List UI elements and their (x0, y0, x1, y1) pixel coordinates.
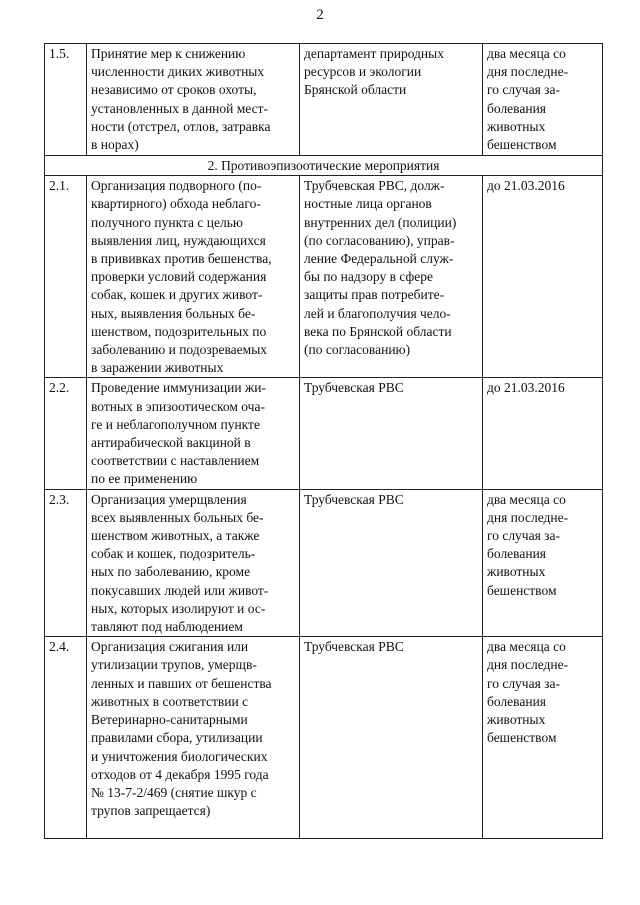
measure-cell: Проведение иммунизации жи- вотных в эпизоотическом оча- ге и неблагополучном пункте антирабической вакциной в соответствии с наставлением по ее применению (87, 378, 300, 489)
row-number: 2.4. (45, 637, 87, 839)
table-row (45, 489, 603, 637)
row-number: 1.5. (45, 44, 87, 156)
executor-cell: Трубчевская РВС (300, 637, 483, 839)
measures-table (44, 43, 603, 839)
deadline-cell: два месяца со дня последне- го случая за- болевания животных бешенством (483, 637, 603, 839)
row-number: 2.1. (45, 176, 87, 378)
deadline-cell: до 21.03.2016 (483, 378, 603, 489)
executor-cell: департамент природных ресурсов и экологии Брянской области (300, 44, 483, 156)
row-number: 2.3. (45, 489, 87, 637)
measure-cell: Организация сжигания или утилизации трупов, умерщв- ленных и павших от бешенства животных в соответствии с Ветеринарно-санитарными правилами сбора, утилизации и уничтожения биологических отходов от 4 декабря 1995 года № 13-7-2/469 (снятие шкур с трупов запрещается) (87, 637, 300, 839)
section-title: 2. Противоэпизоотические мероприятия (45, 156, 603, 176)
measure-cell: Организация умерщвления всех выявленных больных бе- шенством животных, а также собак и кошек, подозритель- ных по заболеванию, кроме покусавших людей или живот- ных, которых изолируют и ос- тавляют под наблюдением (87, 489, 300, 637)
executor-cell: Трубчевская РВС (300, 378, 483, 489)
deadline-cell: два месяца со дня последне- го случая за- болевания животных бешенством (483, 44, 603, 156)
measure-cell: Принятие мер к снижению численности диких животных независимо от сроков охоты, установленных в данной мест- ности (отстрел, отлов, затравка в норах) (87, 44, 300, 156)
deadline-cell: два месяца со дня последне- го случая за- болевания животных бешенством (483, 489, 603, 637)
row-number: 2.2. (45, 378, 87, 489)
section-header-row (45, 156, 603, 176)
executor-cell: Трубчевская РВС (300, 489, 483, 637)
table-row (45, 637, 603, 839)
measure-cell: Организация подворного (по- квартирного) обхода неблаго- получного пункта с целью выявления лиц, нуждающихся в прививках против бешенства, проверки условий содержания собак, кошек и других живот- ных, выявления больных бе- шенством, подозрительных по заболеванию и подозреваемых в заражении животных (87, 176, 300, 378)
executor-cell: Трубчевская РВС, долж- ностные лица органов внутренних дел (полиции) (по согласованию), управ- ление Федеральной служ- бы по надзору в сфере защиты прав потребите- лей и благополучия чело- века по Брянской области (по согласованию) (300, 176, 483, 378)
table-row (45, 176, 603, 378)
table-row (45, 378, 603, 489)
deadline-cell: до 21.03.2016 (483, 176, 603, 378)
table-row (45, 44, 603, 156)
page-number: 2 (316, 7, 324, 23)
